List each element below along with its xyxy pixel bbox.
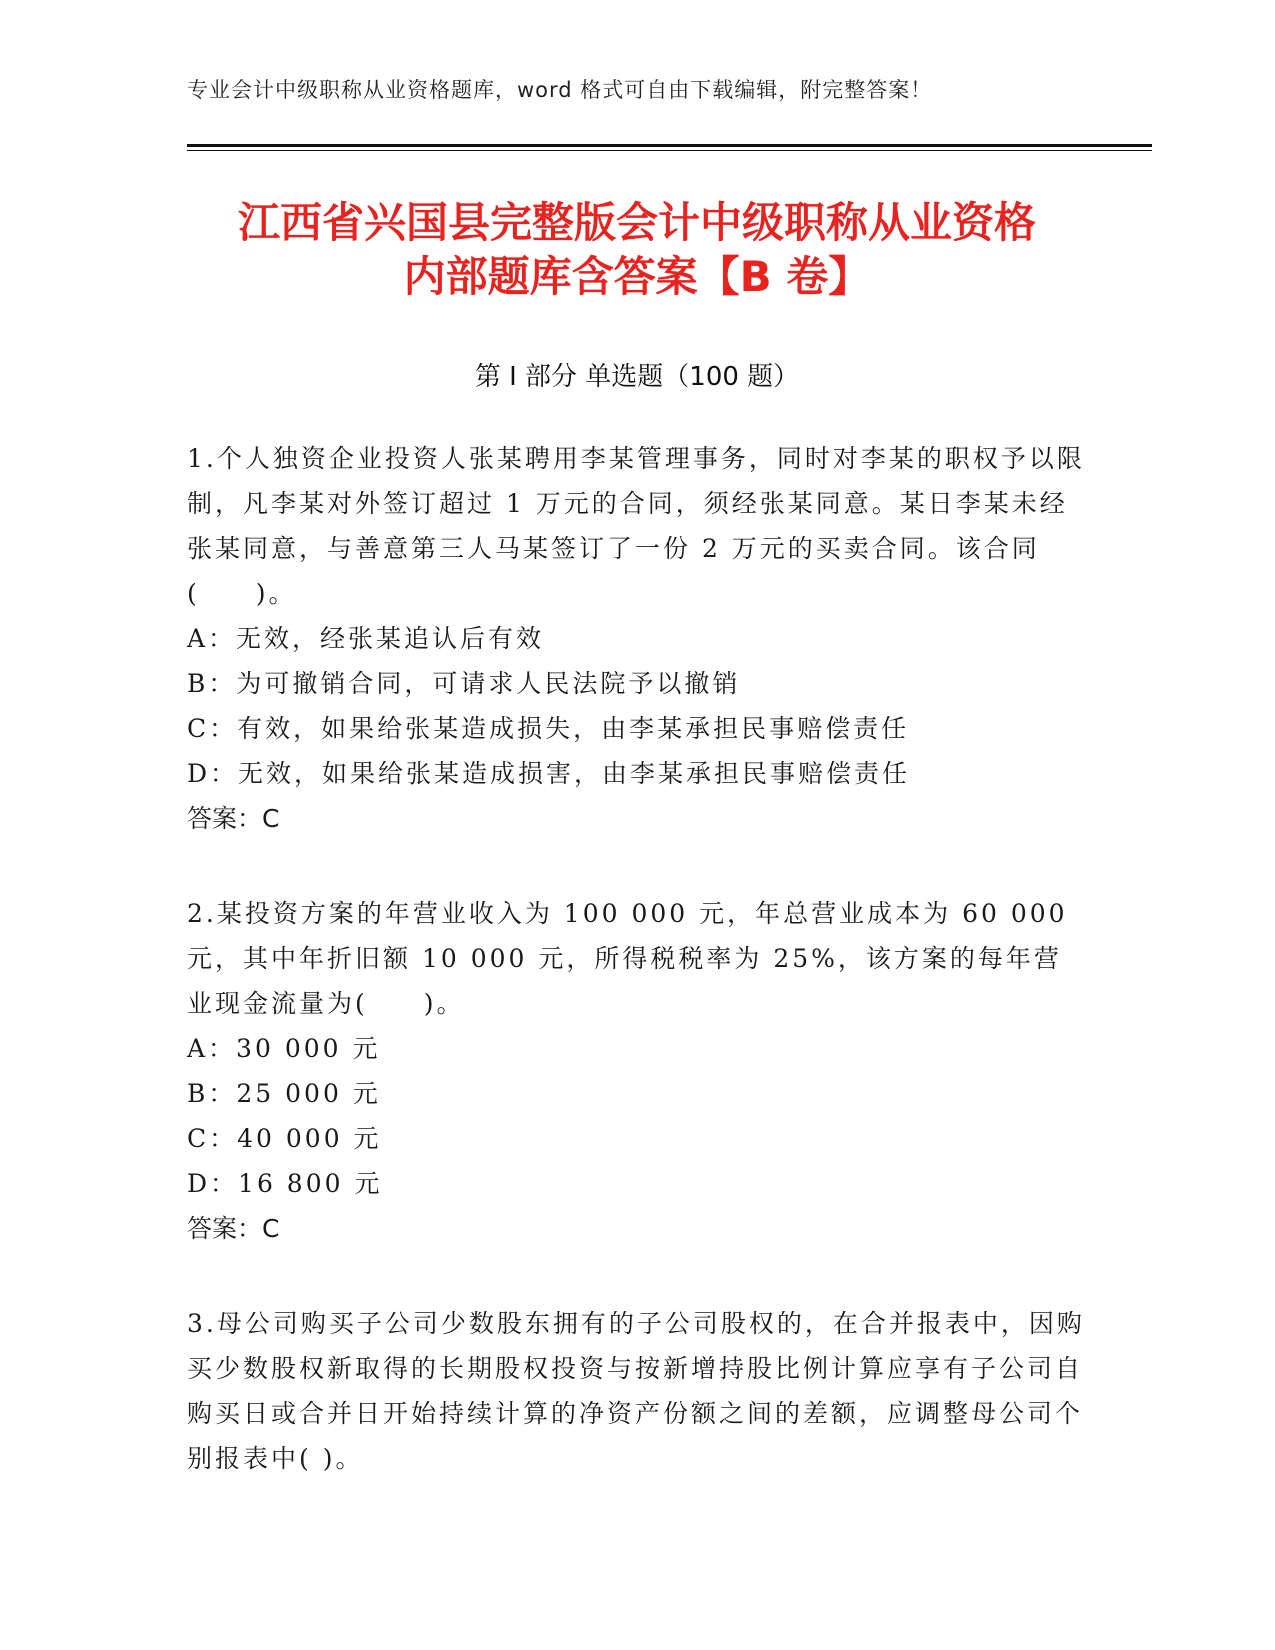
question-stem: 1.个人独资企业投资人张某聘用李某管理事务，同时对李某的职权予以限制，凡李某对外签订超过 1 万元的合同，须经张某同意。某日李某未经张某同意，与善意第三人马某签订了一份 2 万元的买卖合同。该合同( )。 bbox=[187, 444, 1085, 608]
option-c: C：有效，如果给张某造成损失，由李某承担民事赔偿责任 bbox=[187, 714, 910, 743]
title-line-1: 江西省兴国县完整版会计中级职称从业资格 bbox=[237, 198, 1036, 247]
option-b: B：25 000 元 bbox=[187, 1079, 381, 1108]
question-1 bbox=[187, 436, 1087, 841]
header-rule-thin bbox=[187, 150, 1152, 151]
document-title bbox=[187, 196, 1087, 304]
question-2 bbox=[187, 891, 1087, 1251]
header-rule-thick bbox=[187, 144, 1152, 147]
answer: 答案：C bbox=[187, 1214, 280, 1243]
answer: 答案：C bbox=[187, 804, 280, 833]
question-stem: 3.母公司购买子公司少数股东拥有的子公司股权的，在合并报表中，因购买少数股权新取得的长期股权投资与按新增持股比例计算应享有子公司自购买日或合并日开始持续计算的净资产份额之间的差额，应调整母公司个别报表中( )。 bbox=[187, 1309, 1085, 1473]
option-a: A：30 000 元 bbox=[187, 1034, 381, 1063]
question-3 bbox=[187, 1301, 1087, 1481]
option-c: C：40 000 元 bbox=[187, 1124, 382, 1153]
title-line-2: 内部题库含答案【B 卷】 bbox=[403, 252, 871, 301]
header-note: 专业会计中级职称从业资格题库，word 格式可自由下载编辑，附完整答案！ bbox=[187, 78, 933, 102]
option-b: B：为可撤销合同，可请求人民法院予以撤销 bbox=[187, 669, 741, 698]
option-a: A：无效，经张某追认后有效 bbox=[187, 624, 545, 653]
option-d: D：无效，如果给张某造成损害，由李某承担民事赔偿责任 bbox=[187, 759, 911, 788]
option-d: D：16 800 元 bbox=[187, 1169, 383, 1198]
section-title: 第 I 部分 单选题（100 题） bbox=[474, 362, 800, 392]
question-stem: 2.某投资方案的年营业收入为 100 000 元，年总营业成本为 60 000 元，其中年折旧额 10 000 元，所得税税率为 25%，该方案的每年营业现金流量为( )。 bbox=[187, 899, 1068, 1018]
question-list bbox=[187, 436, 1087, 1531]
